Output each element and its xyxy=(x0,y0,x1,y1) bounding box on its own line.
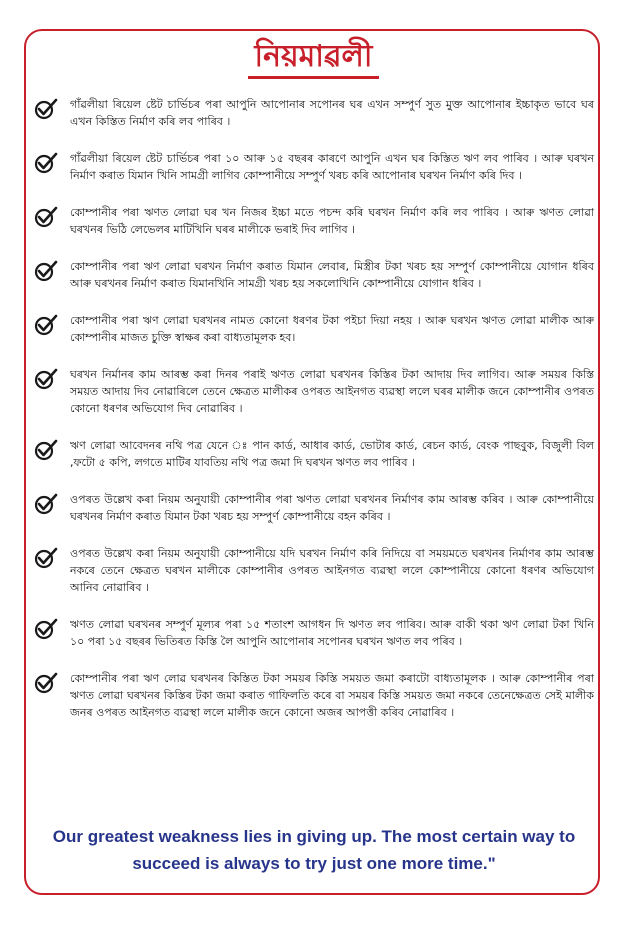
check-circle-icon xyxy=(34,439,58,461)
check-circle-icon xyxy=(34,493,58,515)
check-circle-icon xyxy=(34,618,58,640)
rule-item xyxy=(34,366,594,417)
rule-text: ওপৰত উল্লেখ কৰা নিয়ম অনুযায়ী কোম্পানীয়ে যদি ঘৰখন নিৰ্মাণ কৰি নিদিয়ে বা সময়মতে ঘৰখনৰ নিৰ্মাণৰ কাম আৰম্ভ নকৰে তেনে ক্ষেত্ৰত ঘৰখন মালীকে কোম্পানীৰ ওপৰত আইনগত ব্যৱস্থা ললে কোম্পানীয়ে কোনো ধৰণৰ অভিযোগ আনিব নোৱাৰিব । xyxy=(70,547,594,594)
rule-item xyxy=(34,258,594,292)
motivational-quote: Our greatest weakness lies in giving up. The most certain way to succeed is always to try just one more time." xyxy=(52,827,576,873)
rule-text: গাঁৱলীয়া ৰিয়েল ষ্টেট চাৰ্ভিচৰ পৰা ১০ আৰু ১৫ বছৰৰ কাৰণে আপুনি এখন ঘৰ কিস্তিত ঋণ লব পাৰিব । আৰু ঘৰখন নিৰ্মাণ কৰাত যিমান খিনি সামগ্ৰী লাগিব কোম্পানীয়ে সম্পুৰ্ণ খৰচ কৰি আপোনাৰ ঘৰখন নিৰ্মাণ কৰি দিব । xyxy=(70,152,594,182)
check-circle-icon xyxy=(34,368,58,390)
page-title: নিয়মাৱলী xyxy=(248,40,378,79)
title-container xyxy=(0,40,627,79)
check-circle-icon xyxy=(34,260,58,282)
check-circle-icon xyxy=(34,206,58,228)
rules-list xyxy=(34,96,594,741)
rule-item xyxy=(34,437,594,471)
check-circle-icon xyxy=(34,672,58,694)
check-circle-icon xyxy=(34,98,58,120)
check-circle-icon xyxy=(34,314,58,336)
rule-text: কোম্পানীৰ পৰা ঋণ লোৱা ঘৰখনৰ নামত কোনো ধৰণৰ টকা পইচা দিয়া নহয় । আৰু ঘৰখন ঋণত লোৱা মালীক আৰু কোম্পানীৰ মাজত চুক্তি স্বাক্ষৰ কৰা বাধ্যতামূলক হব। xyxy=(70,314,594,344)
rule-item xyxy=(34,491,594,525)
rule-item xyxy=(34,616,594,650)
check-circle-icon xyxy=(34,152,58,174)
rule-item xyxy=(34,96,594,130)
rule-item xyxy=(34,545,594,596)
check-circle-icon xyxy=(34,547,58,569)
rule-text: ঋণ লোৱা আবেদনৰ নথি পত্ৰ যেনে ঃ পান কাৰ্ড, আধাৰ কাৰ্ড, ভোটাৰ কাৰ্ড, ৰেচন কাৰ্ড, বেংক পাছবুক, বিজুলী বিল ,ফটো ৫ কপি, লগতে মাটিৰ যাবতিয় নথি পত্ৰ জমা দি ঘৰখন ঋণত লব পাৰিব । xyxy=(70,439,594,469)
rule-item xyxy=(34,670,594,721)
rule-text: কোম্পানীৰ পৰা ঋণ লোৱা ঘৰখন নিৰ্মাণ কৰাত যিমান লেবাৰ, মিস্ত্ৰীৰ টকা খৰচ হয় সম্পুৰ্ণ কোম্পানীয়ে যোগান ধৰিব আৰু ঘৰখনৰ নিৰ্মাণ কৰাত যিমানখিনি সামগ্ৰী খৰচ হয় সকলোখিনি কোম্পানীয়ে যোগান ধৰিব । xyxy=(70,260,594,290)
rule-item xyxy=(34,312,594,346)
rule-text: কোম্পানীৰ পৰা ঋণত লোৱা ঘৰ খন নিজৰ ইচ্চা মতে পচন্দ কৰি ঘৰখন নিৰ্মাণ কৰি লব পাৰিব । আৰু ঋণত লোৱা ঘৰখনৰ ভিঠি লেভেলৰ মাটিখিনি ঘৰৰ মালীকে ভৰাই দিব লাগিব । xyxy=(70,206,594,236)
rule-text: ঘৰখন নিৰ্মানৰ কাম আৰম্ভ কৰা দিনৰ পৰাই ঋণত লোৱা ঘৰখনৰ কিস্তিৰ টকা আদায় দিব লাগিব। আৰু সময়ৰ কিস্তি সময়ত আদায় দিব নোৱাৰিলে তেনে ক্ষেত্ৰত মালীকৰ ওপৰত আইনগত ব্যৱস্থা ললে ঘৰৰ মালীক জনে কোম্পানীৰ ওপৰত কোনো ধৰণৰ অভিযোগ দিব নোৱাৰিব । xyxy=(70,368,594,415)
rule-text: ওপৰত উল্লেখ কৰা নিয়ম অনুযায়ী কোম্পানীৰ পৰা ঋণত লোৱা ঘৰখনৰ নিৰ্মাণৰ কাম আৰম্ভ কৰিব । আৰু কোম্পানীয়ে ঘৰখনৰ নিৰ্মাণ কৰাত যিমান টকা খৰচ হয় সম্পুৰ্ণ কোম্পানীয়ে বহন কৰিব । xyxy=(70,493,594,523)
rule-text: কোম্পানীৰ পৰা ঋণ লোৱ ঘৰখনৰ কিস্তিত টকা সময়ৰ কিস্তি সময়ত জমা কৰাটো বাধ্যতামূলক । আৰু কোম্পানীৰ পৰা ঋণত লোৱা ঘৰখনৰ কিস্তিৰ টকা জমা কৰাত গাফিলতি কৰে বা সময়ৰ কিস্তি সময়ত জমা নকৰে তেনেক্ষেত্ৰত সেই মালীক জনৰ ওপৰত আইনগত ব্যৱস্থা ললে মালীক জনে কোনো অজৰ আপত্তী কৰিব নোৱাৰিব । xyxy=(70,672,594,719)
rule-item xyxy=(34,204,594,238)
rule-text: গাঁৱলীয়া ৰিয়েল ষ্টেট চাৰ্ভিচৰ পৰা আপুনি আপোনাৰ সপোনৰ ঘৰ এখন সম্পুৰ্ণ সুত মুক্ত আপোনাৰ ইচ্চাকৃত ভাবে ঘৰ এখন কিস্তিত নিৰ্মাণ কৰি লব পাৰিব । xyxy=(70,98,594,128)
rule-item xyxy=(34,150,594,184)
rule-text: ঋণত লোৱা ঘৰখনৰ সম্পুৰ্ণ মূল্যৰ পৰা ১৫ শতাংশ আগধন দি ঋণত লব পাৰিব। আৰু বাকী থকা ঋণ লোৱা টকা খিনি ১০ পৰা ১৫ বছৰৰ ভিতিৰত কিস্তি লৈ আপুনি আপোনাৰ সপোনৰ ঘৰখন ঋণত লব পৰিব । xyxy=(70,618,594,648)
